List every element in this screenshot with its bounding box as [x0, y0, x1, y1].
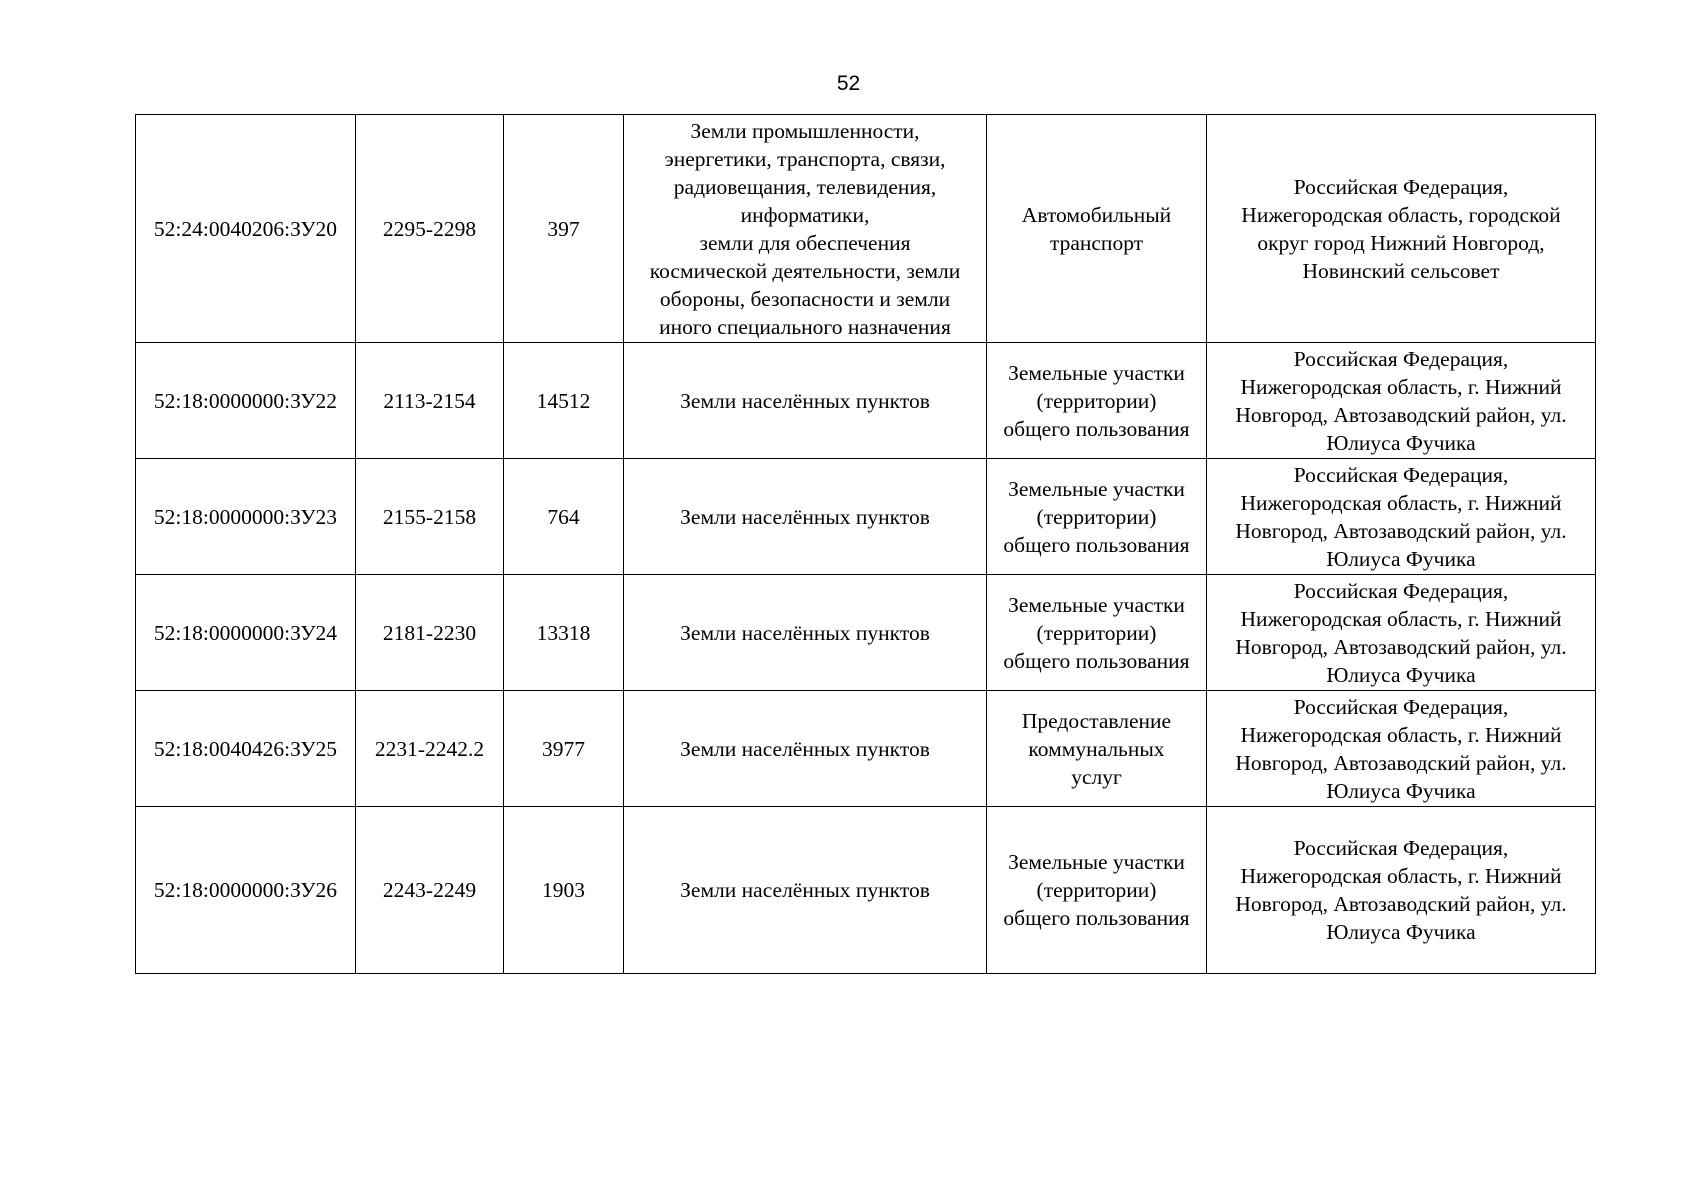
cadastral-number-cell: 52:24:0040206:ЗУ20: [136, 115, 356, 343]
table-row: [136, 691, 1596, 807]
address-line: Юлиуса Фучика: [1326, 430, 1476, 455]
area-cell: 1903: [504, 807, 624, 974]
address-line: Российская Федерация,: [1293, 462, 1509, 487]
land-category-line: радиовещания, телевидения,: [673, 174, 937, 199]
area-cell: 764: [504, 459, 624, 575]
permitted-use-cell: [987, 115, 1207, 343]
land-category-line: Земли населённых пунктов: [680, 878, 930, 902]
permitted-use-line: Земельные участки: [1008, 360, 1185, 385]
permitted-use-line: коммунальных: [1028, 736, 1165, 761]
land-category-cell: [624, 575, 987, 691]
address-line: Российская Федерация,: [1293, 174, 1509, 199]
land-category-line: Земли населённых пунктов: [680, 504, 930, 529]
land-plots-table: [135, 114, 1596, 974]
land-category-line: Земли населённых пунктов: [680, 620, 930, 645]
address-line: Нижегородская область, г. Нижний: [1240, 374, 1562, 399]
permitted-use-line: транспорт: [1049, 230, 1144, 255]
address-cell: [1207, 459, 1596, 575]
page-number: 52: [836, 72, 861, 95]
land-category-line: земли для обеспечения: [699, 230, 911, 255]
address-line: округ город Нижний Новгород,: [1257, 230, 1545, 255]
address-line: Российская Федерация,: [1293, 836, 1509, 860]
address-line: Новгород, Автозаводский район, ул.: [1235, 402, 1567, 427]
address-cell: [1207, 807, 1596, 974]
cadastral-number-cell: 52:18:0000000:ЗУ24: [136, 575, 356, 691]
area-cell: 13318: [504, 575, 624, 691]
permitted-use-line: (территории): [1036, 878, 1157, 902]
points-range-cell: 2295-2298: [356, 115, 504, 343]
address-line: Новгород, Автозаводский район, ул.: [1235, 634, 1567, 659]
points-range-cell: 2181-2230: [356, 575, 504, 691]
permitted-use-line: услуг: [1071, 764, 1122, 789]
permitted-use-cell: [987, 807, 1207, 974]
address-line: Новгород, Автозаводский район, ул.: [1235, 750, 1567, 775]
address-line: Российская Федерация,: [1293, 694, 1509, 719]
address-line: Новинский сельсовет: [1302, 258, 1500, 283]
permitted-use-cell: [987, 459, 1207, 575]
address-line: Новгород, Автозаводский район, ул.: [1235, 518, 1567, 543]
area-cell: 14512: [504, 343, 624, 459]
address-line: Новгород, Автозаводский район, ул.: [1235, 892, 1567, 916]
land-category-line: Земли населённых пунктов: [680, 388, 930, 413]
land-category-line: космической деятельности, земли: [649, 258, 961, 283]
points-range-cell: 2243-2249: [356, 807, 504, 974]
address-line: Нижегородская область, г. Нижний: [1240, 606, 1562, 631]
address-line: Юлиуса Фучика: [1326, 662, 1476, 687]
address-line: Нижегородская область, г. Нижний: [1240, 864, 1562, 888]
land-category-cell: [624, 459, 987, 575]
address-line: Нижегородская область, г. Нижний: [1240, 722, 1562, 747]
area-cell: 397: [504, 115, 624, 343]
address-cell: [1207, 691, 1596, 807]
permitted-use-line: Земельные участки: [1008, 592, 1185, 617]
address-cell: [1207, 115, 1596, 343]
permitted-use-line: Предоставление: [1021, 708, 1172, 733]
permitted-use-line: Автомобильный: [1021, 202, 1172, 227]
permitted-use-line: (территории): [1036, 620, 1157, 645]
cadastral-number-cell: 52:18:0000000:ЗУ26: [136, 807, 356, 974]
land-category-cell: [624, 343, 987, 459]
permitted-use-line: Земельные участки: [1008, 850, 1185, 874]
address-cell: [1207, 575, 1596, 691]
table-row: [136, 115, 1596, 343]
land-category-line: иного специального назначения: [659, 314, 951, 339]
permitted-use-cell: [987, 575, 1207, 691]
address-line: Юлиуса Фучика: [1326, 546, 1476, 571]
table-row: [136, 807, 1596, 974]
address-line: Юлиуса Фучика: [1326, 920, 1476, 944]
address-line: Юлиуса Фучика: [1326, 778, 1476, 803]
permitted-use-line: общего пользования: [1003, 906, 1190, 930]
table-row: [136, 459, 1596, 575]
permitted-use-line: общего пользования: [1003, 648, 1190, 673]
land-category-line: энергетики, транспорта, связи,: [664, 146, 946, 171]
address-line: Российская Федерация,: [1293, 578, 1509, 603]
table-row: [136, 343, 1596, 459]
permitted-use-line: (территории): [1036, 388, 1157, 413]
cadastral-number-cell: 52:18:0040426:ЗУ25: [136, 691, 356, 807]
permitted-use-line: общего пользования: [1003, 416, 1190, 441]
address-cell: [1207, 343, 1596, 459]
table-row: [136, 575, 1596, 691]
points-range-cell: 2155-2158: [356, 459, 504, 575]
land-category-cell: [624, 807, 987, 974]
address-line: Российская Федерация,: [1293, 346, 1509, 371]
land-category-line: информатики,: [740, 202, 870, 227]
land-category-cell: [624, 691, 987, 807]
area-cell: 3977: [504, 691, 624, 807]
points-range-cell: 2231-2242.2: [356, 691, 504, 807]
land-category-line: обороны, безопасности и земли: [659, 286, 951, 311]
permitted-use-cell: [987, 691, 1207, 807]
land-category-cell: [624, 115, 987, 343]
permitted-use-line: общего пользования: [1003, 532, 1190, 557]
land-category-line: Земли населённых пунктов: [680, 736, 930, 761]
address-line: Нижегородская область, г. Нижний: [1240, 490, 1562, 515]
address-line: Нижегородская область, городской: [1241, 202, 1561, 227]
permitted-use-cell: [987, 343, 1207, 459]
points-range-cell: 2113-2154: [356, 343, 504, 459]
land-category-line: Земли промышленности,: [690, 118, 920, 143]
cadastral-number-cell: 52:18:0000000:ЗУ23: [136, 459, 356, 575]
permitted-use-line: Земельные участки: [1008, 476, 1185, 501]
cadastral-number-cell: 52:18:0000000:ЗУ22: [136, 343, 356, 459]
permitted-use-line: (территории): [1036, 504, 1157, 529]
